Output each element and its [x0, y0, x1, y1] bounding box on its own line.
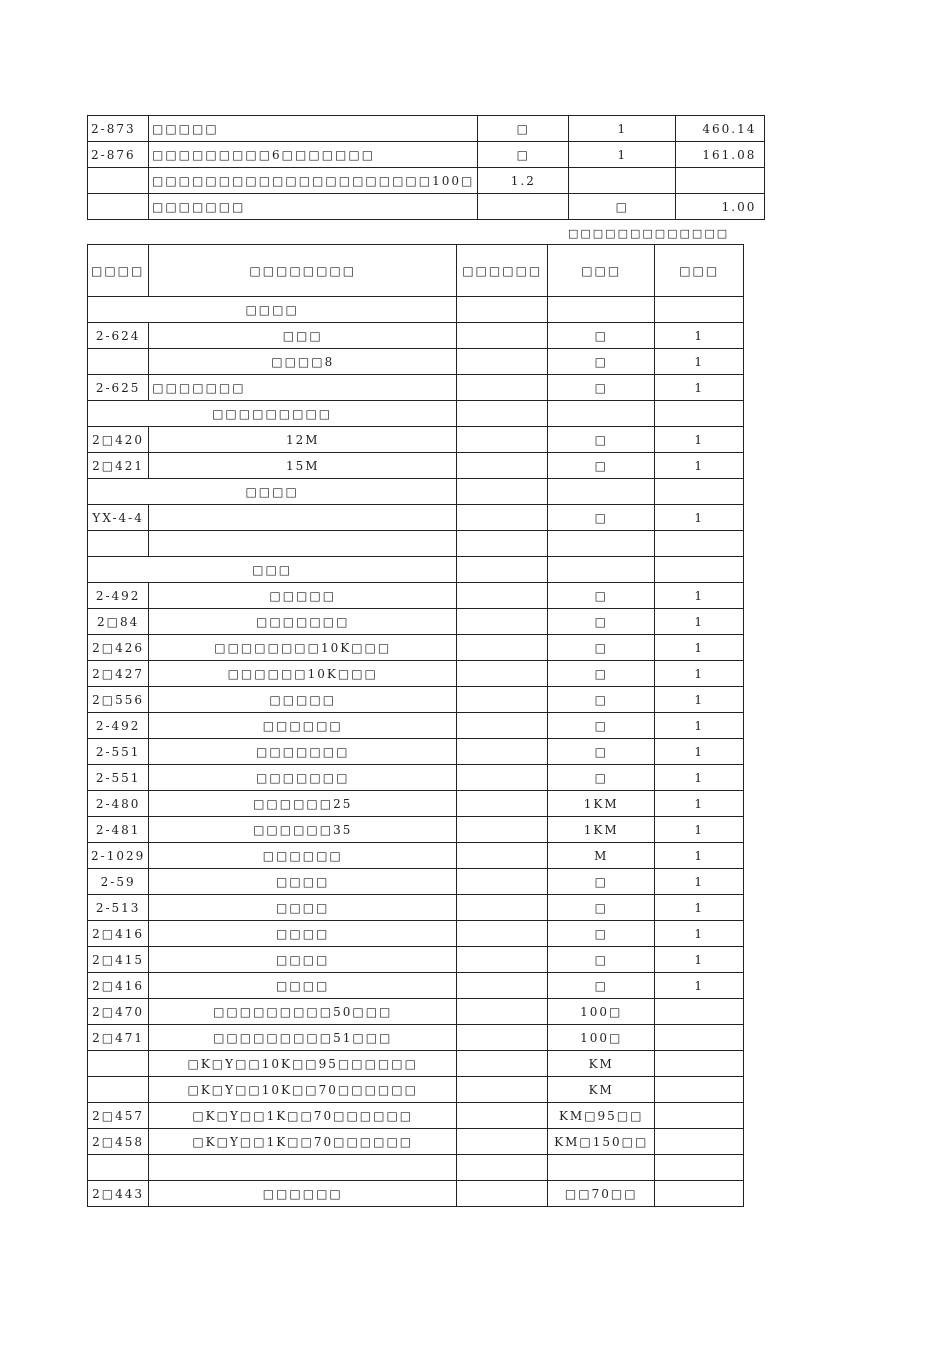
table-row — [88, 1077, 744, 1103]
col3-cell — [457, 375, 548, 401]
name-cell: □□□□□□□ — [149, 375, 457, 401]
table-row — [88, 453, 744, 479]
qty-cell — [655, 1129, 744, 1155]
qty-cell: 1 — [655, 349, 744, 375]
name-cell: □□□□□□□□□51□□□ — [149, 1025, 457, 1051]
table-row — [88, 297, 744, 323]
name-cell: □□□□□ — [149, 583, 457, 609]
code-cell: 2□458 — [88, 1129, 149, 1155]
qty-cell: 1 — [655, 791, 744, 817]
qty-cell: 1 — [655, 609, 744, 635]
main-table — [87, 244, 744, 1207]
table-row — [88, 194, 765, 220]
col3-cell — [478, 194, 569, 220]
qty-cell: 1 — [655, 375, 744, 401]
col3-cell: 1.2 — [478, 168, 569, 194]
col3-cell — [457, 661, 548, 687]
table-row — [88, 635, 744, 661]
table-row — [88, 791, 744, 817]
col3-cell — [457, 895, 548, 921]
name-cell: □□□□□ — [149, 687, 457, 713]
qty-cell: 1 — [655, 947, 744, 973]
unit-cell: 1KM — [548, 817, 655, 843]
section-title: □□□□ — [88, 479, 457, 505]
top-table — [87, 115, 765, 220]
col3-cell — [457, 843, 548, 869]
unit-cell — [548, 401, 655, 427]
qty-cell: 1 — [655, 661, 744, 687]
unit-cell: □ — [548, 687, 655, 713]
col3-cell — [457, 791, 548, 817]
table-row — [88, 505, 744, 531]
qty-cell: 1 — [655, 687, 744, 713]
code-cell: 2-1029 — [88, 843, 149, 869]
name-cell: □□□□□□25 — [149, 791, 457, 817]
code-cell: 2□84 — [88, 609, 149, 635]
col3-cell — [457, 921, 548, 947]
qty-cell — [655, 1103, 744, 1129]
unit-cell: □ — [548, 765, 655, 791]
code-cell: 2-480 — [88, 791, 149, 817]
name-cell: □□□□□□ — [149, 1181, 457, 1207]
qty-cell: 1 — [655, 505, 744, 531]
table-row — [88, 609, 744, 635]
code-cell — [88, 194, 149, 220]
table-row — [88, 999, 744, 1025]
name-cell — [149, 531, 457, 557]
table-row — [88, 168, 765, 194]
table-row — [88, 895, 744, 921]
name-cell: □□□□ — [149, 947, 457, 973]
value-cell: 161.08 — [676, 142, 765, 168]
code-cell: 2□457 — [88, 1103, 149, 1129]
value-cell: 460.14 — [676, 116, 765, 142]
table-row — [88, 713, 744, 739]
col3-cell — [457, 323, 548, 349]
col3-cell — [457, 1155, 548, 1181]
col3-cell — [457, 1025, 548, 1051]
qty-cell — [655, 1181, 744, 1207]
unit-cell: 100□ — [548, 999, 655, 1025]
unit-cell: □ — [548, 427, 655, 453]
qty-cell: 1 — [655, 895, 744, 921]
unit-cell — [548, 557, 655, 583]
name-cell: □□□□□□□ — [149, 194, 478, 220]
name-cell: □K□Y□□1K□□70□□□□□□ — [149, 1103, 457, 1129]
unit-cell: □ — [548, 583, 655, 609]
unit-cell: 1 — [569, 142, 676, 168]
qty-cell — [655, 1025, 744, 1051]
unit-cell: □ — [548, 869, 655, 895]
table-row — [88, 142, 765, 168]
unit-cell: KM□95□□ — [548, 1103, 655, 1129]
qty-cell — [655, 531, 744, 557]
col3-cell — [457, 427, 548, 453]
col3-cell — [457, 973, 548, 999]
table-row — [88, 1103, 744, 1129]
table-row — [88, 1181, 744, 1207]
qty-cell: 1 — [655, 713, 744, 739]
code-cell — [88, 531, 149, 557]
name-cell: 12M — [149, 427, 457, 453]
code-cell: 2-513 — [88, 895, 149, 921]
col3-cell — [457, 947, 548, 973]
table-row — [88, 1129, 744, 1155]
code-cell: 2□415 — [88, 947, 149, 973]
section-title: □□□□ — [88, 297, 457, 323]
unit-cell — [548, 479, 655, 505]
table-row — [88, 817, 744, 843]
unit-cell: □ — [548, 661, 655, 687]
unit-cell — [569, 168, 676, 194]
qty-cell — [655, 1077, 744, 1103]
code-cell — [88, 1077, 149, 1103]
col3-cell — [457, 1051, 548, 1077]
qty-cell — [655, 401, 744, 427]
col3-cell — [457, 453, 548, 479]
table-row — [88, 843, 744, 869]
code-cell: 2□443 — [88, 1181, 149, 1207]
qty-cell: 1 — [655, 973, 744, 999]
code-cell: 2□556 — [88, 687, 149, 713]
code-cell: 2-876 — [88, 142, 149, 168]
qty-cell: 1 — [655, 427, 744, 453]
unit-cell: 1KM — [548, 791, 655, 817]
name-cell: □□□□□□□ — [149, 609, 457, 635]
unit-cell: □ — [548, 375, 655, 401]
code-cell — [88, 1051, 149, 1077]
value-cell: 1.00 — [676, 194, 765, 220]
col3-cell — [457, 401, 548, 427]
table-row — [88, 973, 744, 999]
unit-cell: □ — [548, 349, 655, 375]
qty-cell: 1 — [655, 635, 744, 661]
name-cell: □K□Y□□1K□□70□□□□□□ — [149, 1129, 457, 1155]
name-cell: □□□□□□□□□50□□□ — [149, 999, 457, 1025]
table-row — [88, 583, 744, 609]
col3-cell — [457, 505, 548, 531]
col3-cell — [457, 1181, 548, 1207]
col3-cell — [457, 1129, 548, 1155]
unit-cell: 1 — [569, 116, 676, 142]
qty-cell: 1 — [655, 739, 744, 765]
table-row — [88, 1051, 744, 1077]
qty-cell: 1 — [655, 843, 744, 869]
name-cell: □□□□□□ — [149, 843, 457, 869]
unit-cell: □ — [548, 323, 655, 349]
name-cell: □□□□□□□□□□□□□□□□□□□□□100□ — [149, 168, 478, 194]
code-cell: 2-481 — [88, 817, 149, 843]
code-cell: 2□420 — [88, 427, 149, 453]
table-row — [88, 661, 744, 687]
unit-cell — [548, 531, 655, 557]
unit-cell: □ — [548, 713, 655, 739]
table-row — [88, 401, 744, 427]
code-cell: 2□416 — [88, 973, 149, 999]
table-row — [88, 557, 744, 583]
name-cell: □□□□ — [149, 921, 457, 947]
name-cell: □□□□□□□ — [149, 765, 457, 791]
table-caption: □□□□□□□□□□□□□ — [568, 227, 730, 240]
qty-cell: 1 — [655, 583, 744, 609]
section-title: □□□□□□□□□ — [88, 401, 457, 427]
unit-cell: □ — [548, 921, 655, 947]
col3-cell: □ — [478, 116, 569, 142]
col3-cell — [457, 765, 548, 791]
col3-cell — [457, 609, 548, 635]
qty-cell — [655, 479, 744, 505]
name-cell: □□□□□□□□10K□□□ — [149, 635, 457, 661]
col3-cell — [457, 349, 548, 375]
name-cell: □K□Y□□10K□□70□□□□□□ — [149, 1077, 457, 1103]
name-cell: □□□□ — [149, 973, 457, 999]
header-col3: □□□□□□ — [457, 245, 548, 297]
unit-cell: 100□ — [548, 1025, 655, 1051]
value-cell — [676, 168, 765, 194]
unit-cell: □ — [548, 609, 655, 635]
header-name: □□□□□□□□ — [149, 245, 457, 297]
col3-cell — [457, 635, 548, 661]
table-row — [88, 947, 744, 973]
name-cell: 15M — [149, 453, 457, 479]
name-cell — [149, 505, 457, 531]
code-cell: 2-551 — [88, 739, 149, 765]
table-row — [88, 739, 744, 765]
code-cell: 2-873 — [88, 116, 149, 142]
code-cell: 2□426 — [88, 635, 149, 661]
unit-cell: □ — [548, 895, 655, 921]
code-cell: 2□427 — [88, 661, 149, 687]
unit-cell: □ — [569, 194, 676, 220]
unit-cell: M — [548, 843, 655, 869]
qty-cell — [655, 1051, 744, 1077]
table-row — [88, 116, 765, 142]
header-row — [88, 245, 744, 297]
code-cell: YX-4-4 — [88, 505, 149, 531]
col3-cell — [457, 1103, 548, 1129]
table-row — [88, 1155, 744, 1181]
col3-cell — [457, 869, 548, 895]
name-cell: □□□□8 — [149, 349, 457, 375]
col3-cell — [457, 817, 548, 843]
name-cell: □K□Y□□10K□□95□□□□□□ — [149, 1051, 457, 1077]
qty-cell — [655, 999, 744, 1025]
code-cell: 2-625 — [88, 375, 149, 401]
table-row — [88, 323, 744, 349]
col3-cell — [457, 583, 548, 609]
name-cell: □□□□□□35 — [149, 817, 457, 843]
col3-cell — [457, 999, 548, 1025]
qty-cell: 1 — [655, 817, 744, 843]
name-cell: □□□□□□□□□6□□□□□□□ — [149, 142, 478, 168]
code-cell: 2-551 — [88, 765, 149, 791]
qty-cell: 1 — [655, 921, 744, 947]
name-cell: □□□□ — [149, 895, 457, 921]
code-cell: 2□470 — [88, 999, 149, 1025]
col3-cell — [457, 713, 548, 739]
col3-cell — [457, 687, 548, 713]
unit-cell: □ — [548, 505, 655, 531]
table-row — [88, 1025, 744, 1051]
qty-cell: 1 — [655, 453, 744, 479]
unit-cell: KM — [548, 1051, 655, 1077]
name-cell: □□□ — [149, 323, 457, 349]
table-row — [88, 427, 744, 453]
col3-cell — [457, 1077, 548, 1103]
unit-cell: □ — [548, 739, 655, 765]
name-cell: □□□□□□10K□□□ — [149, 661, 457, 687]
code-cell: 2-624 — [88, 323, 149, 349]
table-row — [88, 921, 744, 947]
col3-cell — [457, 557, 548, 583]
unit-cell — [548, 1155, 655, 1181]
table-row — [88, 531, 744, 557]
code-cell: 2□416 — [88, 921, 149, 947]
table-row — [88, 349, 744, 375]
table-row — [88, 869, 744, 895]
code-cell: 2□421 — [88, 453, 149, 479]
unit-cell: □ — [548, 947, 655, 973]
unit-cell — [548, 297, 655, 323]
unit-cell: □ — [548, 635, 655, 661]
unit-cell: □ — [548, 973, 655, 999]
code-cell: 2□471 — [88, 1025, 149, 1051]
qty-cell — [655, 297, 744, 323]
table-row — [88, 375, 744, 401]
name-cell: □□□□□ — [149, 116, 478, 142]
unit-cell: □ — [548, 453, 655, 479]
code-cell: 2-59 — [88, 869, 149, 895]
header-code: □□□□ — [88, 245, 149, 297]
col3-cell — [457, 739, 548, 765]
qty-cell: 1 — [655, 869, 744, 895]
code-cell: 2-492 — [88, 713, 149, 739]
name-cell: □□□□□□ — [149, 713, 457, 739]
header-qty: □□□ — [655, 245, 744, 297]
name-cell — [149, 1155, 457, 1181]
unit-cell: KM — [548, 1077, 655, 1103]
qty-cell — [655, 1155, 744, 1181]
col3-cell — [457, 297, 548, 323]
qty-cell: 1 — [655, 765, 744, 791]
unit-cell: KM□150□□ — [548, 1129, 655, 1155]
table-row — [88, 687, 744, 713]
code-cell — [88, 168, 149, 194]
col3-cell — [457, 531, 548, 557]
name-cell: □□□□□□□ — [149, 739, 457, 765]
section-title: □□□ — [88, 557, 457, 583]
header-unit: □□□ — [548, 245, 655, 297]
unit-cell: □□70□□ — [548, 1181, 655, 1207]
name-cell: □□□□ — [149, 869, 457, 895]
table-row — [88, 479, 744, 505]
code-cell — [88, 1155, 149, 1181]
col3-cell: □ — [478, 142, 569, 168]
qty-cell — [655, 557, 744, 583]
code-cell — [88, 349, 149, 375]
qty-cell: 1 — [655, 323, 744, 349]
code-cell: 2-492 — [88, 583, 149, 609]
table-row — [88, 765, 744, 791]
col3-cell — [457, 479, 548, 505]
